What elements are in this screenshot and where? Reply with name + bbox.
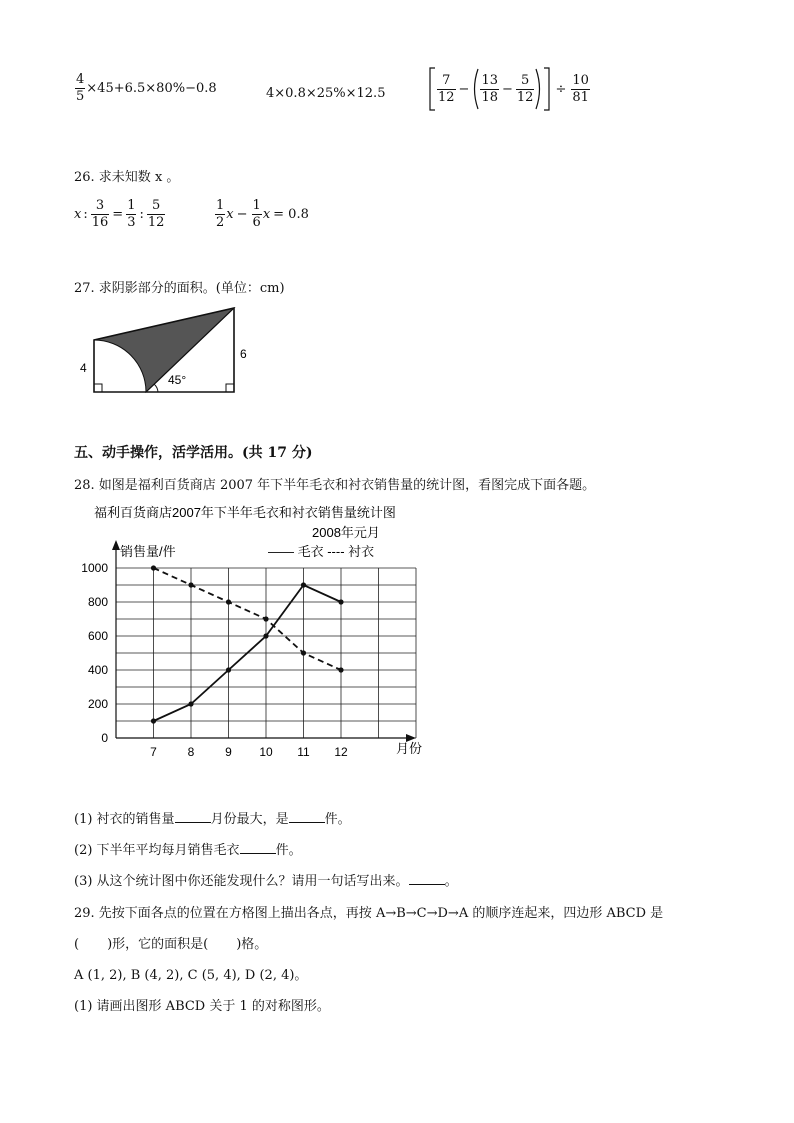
q28-sub2: (2) 下半年平均每月销售毛衣 件。 — [74, 843, 302, 858]
x-tick-label: 12 — [334, 745, 348, 759]
data-point — [188, 582, 193, 587]
answer-blank[interactable] — [175, 810, 211, 823]
calc-expression-1: $\frac{4}{5}$ ×45+6.5×80%−0.8 — [76, 72, 217, 104]
q27-title: 27. 求阴影部分的面积。(单位：cm) — [74, 281, 285, 296]
label-left: 4 — [80, 361, 87, 375]
left-paren-icon — [471, 67, 479, 111]
answer-blank[interactable] — [409, 872, 445, 885]
data-point — [151, 718, 156, 723]
chart-title: 福利百货商店2007年下半年毛衣和衬衣销售量统计图 — [94, 505, 396, 520]
label-right: 6 — [240, 347, 247, 361]
q29-sub1: (1) 请画出图形 ABCD 关于 1 的对称图形。 — [74, 999, 330, 1014]
y-tick-label: 400 — [87, 663, 108, 677]
data-point — [263, 633, 268, 638]
data-point — [338, 667, 343, 672]
x-tick-label: 8 — [187, 745, 195, 759]
q28-sub3: (3) 从这个统计图中你还能发现什么？请用一句话写出来。 。 — [74, 874, 458, 889]
data-point — [301, 582, 306, 587]
right-paren-icon — [535, 67, 543, 111]
left-bracket-icon — [428, 66, 436, 112]
chart-legend: —— 毛衣 ---- 衬衣 — [268, 544, 375, 559]
q28-sub1: (1) 衬衣的销售量 月份最大，是 件。 — [74, 812, 351, 827]
sales-line-chart — [74, 500, 444, 768]
q26-equation-2: $\frac{1}{2}$ x − $\frac{1}{6}$ x = 0.8 — [216, 198, 309, 230]
calc-expression-3: $\frac{7}{12}$ − $\frac{13}{18}$ − $\frac{5}{12}$ ÷ $\frac{10}{81}$ — [428, 66, 591, 112]
data-point — [226, 667, 231, 672]
y-tick-label: 200 — [87, 697, 108, 711]
x-tick-label: 9 — [225, 745, 232, 759]
shaded-region — [94, 308, 234, 392]
data-point — [301, 650, 306, 655]
y-tick-label: 0 — [101, 731, 108, 745]
y-tick-label: 600 — [87, 629, 108, 643]
q28-title: 28. 如图是福利百货商店 2007 年下半年毛衣和衬衣销售量的统计图，看图完成下面各题。 — [74, 478, 596, 493]
chart-subtitle: 2008年元月 — [312, 525, 380, 540]
calc-expression-2: 4×0.8×25%×12.5 — [266, 86, 386, 101]
q27-figure — [70, 300, 250, 400]
y-tick-label: 800 — [87, 595, 108, 609]
q26-equation-1: x : $\frac{3}{16}$ = $\frac{1}{3}$ : $\frac{5}{12}$ — [74, 198, 165, 230]
answer-blank[interactable] — [289, 810, 325, 823]
q29-line1: 29. 先按下面各点的位置在方格图上描出各点，再按 A→B→C→D→A 的顺序连起来，四边形 ABCD 是 — [74, 906, 664, 921]
x-tick-label: 10 — [259, 745, 273, 759]
chart-grid — [116, 568, 416, 738]
right-bracket-icon — [543, 66, 551, 112]
chart-ylabel: 销售量/件 — [120, 544, 176, 559]
y-tick-label: 1000 — [81, 561, 108, 575]
label-angle: 45° — [168, 373, 187, 387]
chart-xlabel: 月份 — [396, 741, 423, 756]
q26-title: 26. 求未知数 x 。 — [74, 170, 180, 185]
x-tick-label: 7 — [150, 745, 157, 759]
fraction: $\frac{4}{5}$ — [76, 72, 85, 104]
chart-ticks — [81, 561, 348, 759]
data-point — [188, 701, 193, 706]
answer-blank[interactable] — [240, 841, 276, 854]
q29-line2: ( )形，它的面积是( )格。 — [74, 937, 268, 952]
x-tick-label: 11 — [297, 745, 310, 759]
data-point — [263, 616, 268, 621]
section-title: 五、动手操作，活学活用。(共 17 分) — [74, 445, 313, 461]
chart-series — [151, 565, 344, 723]
data-point — [151, 565, 156, 570]
data-point — [226, 599, 231, 604]
q29-points: A (1, 2), B (4, 2), C (5, 4), D (2, 4)。 — [74, 968, 308, 983]
y-axis-arrow — [112, 540, 120, 550]
data-point — [338, 599, 343, 604]
